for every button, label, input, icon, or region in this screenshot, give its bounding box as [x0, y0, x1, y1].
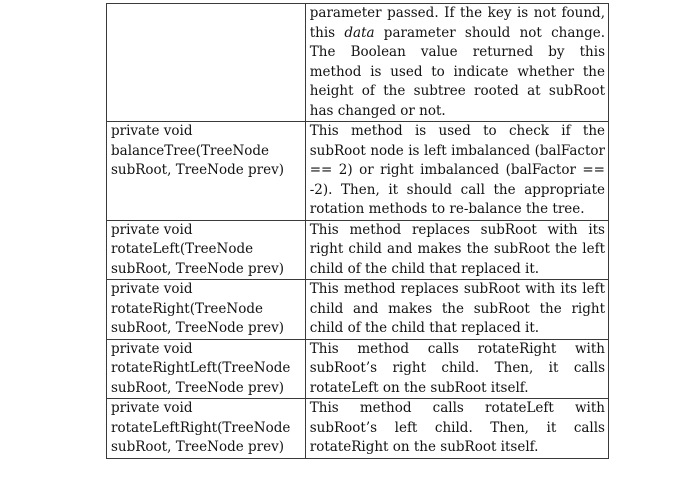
- table-row: [107, 399, 609, 459]
- method-description-table: [106, 3, 609, 459]
- method-signature-cell: private void rotateRightLeft(TreeNode subRoot, TreeNode prev): [107, 339, 306, 399]
- method-signature-cell: private void rotateRight(TreeNode subRoot, TreeNode prev): [107, 280, 306, 340]
- method-signature-cell: private void balanceTree(TreeNode subRoot, TreeNode prev): [107, 122, 306, 221]
- table-row: [107, 339, 609, 399]
- method-description-cell: This method calls rotateLeft with subRoot’s left child. Then, it calls rotateRight on the subRoot itself.: [305, 399, 608, 459]
- method-signature-cell: private void rotateLeftRight(TreeNode subRoot, TreeNode prev): [107, 399, 306, 459]
- table-row: [107, 4, 609, 122]
- description-emphasis: data: [344, 24, 375, 41]
- method-signature-cell: private void rotateLeft(TreeNode subRoot, TreeNode prev): [107, 220, 306, 280]
- table-row: [107, 122, 609, 221]
- method-description-cell: This method calls rotateRight with subRoot’s right child. Then, it calls rotateLeft on the subRoot itself.: [305, 339, 608, 399]
- description-text-part: parameter should not change. The Boolean value returned by this method is used to indicate whether the height of the subtree rooted at subRoot has changed or not.: [309, 24, 605, 119]
- method-description-cell: This method replaces subRoot with its right child and makes the subRoot the left child of the child that replaced it.: [305, 220, 608, 280]
- method-signature-cell: [107, 4, 306, 122]
- method-description-text: [310, 4, 605, 121]
- table-row: [107, 220, 609, 280]
- method-description-cell: This method is used to check if the subRoot node is left imbalanced (balFactor == 2) or right imbalanced (balFactor == -2). Then, it should call the appropriate rotation methods to re-balance the tree.: [305, 122, 608, 221]
- method-description-cell: This method replaces subRoot with its left child and makes the subRoot the right child of the child that replaced it.: [305, 280, 608, 340]
- table-row: [107, 280, 609, 340]
- method-description-cell: [305, 4, 608, 122]
- description-text-part: parameter passed. If the key is not found, this: [309, 5, 605, 41]
